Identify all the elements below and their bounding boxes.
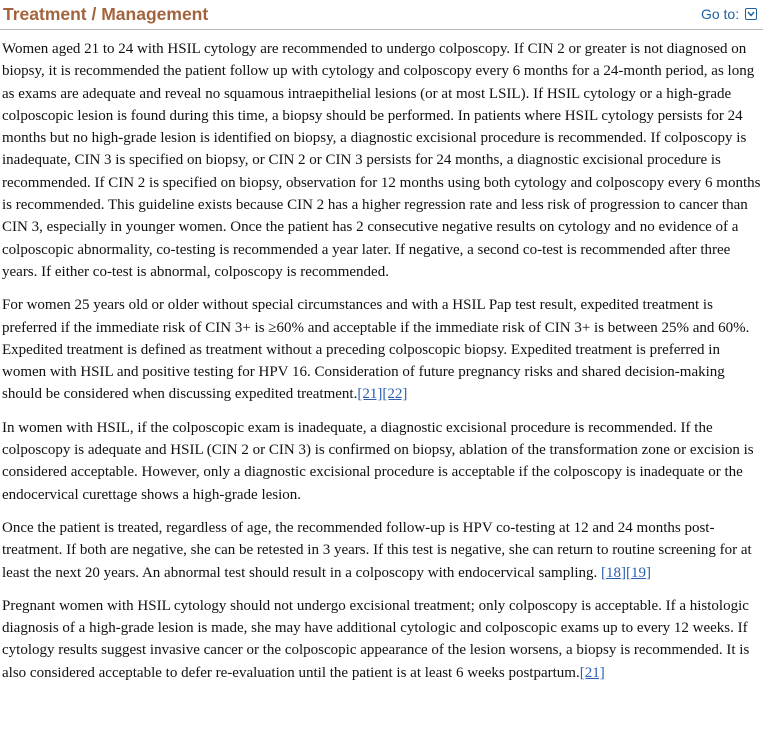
section-header [0,0,763,30]
goto-label: Go to: [700,6,740,22]
paragraph-text: Women aged 21 to 24 with HSIL cytology are recommended to undergo colposcopy. If CIN 2 or greater is not diagnosed on biopsy, it is recommended the patient follow up with cytology and colposcopy every 6 months for a 24-month period, as long as exams are adequate and reveal no squamous intraepithelial lesions (or at most LSIL). If HSIL cytology or a high-grade colposcopic lesion is found during this time, a biopsy should be performed. In patients where HSIL cytology persists for 24 months but no high-grade lesion is identified on biopsy, a diagnostic excisional procedure is recommended. If colposcopy is inadequate, CIN 3 is specified on biopsy, or CIN 2 or CIN 3 persists for 24 months, a diagnostic excisional procedure is recommended. If CIN 2 is specified on biopsy, observation for 12 months using both cytology and colposcopy every 6 months is recommended. This guideline exists because CIN 2 has a higher regression rate and less risk of progression to cancer than CIN 3, especially in younger women. Once the patient has 2 consecutive negative results on cytology and no evidence of a colposcopic abnormality, co-testing is recommended a year later. If negative, a second co-test is recommended after three years. If either co-test is abnormal, colposcopy is recommended. [2,41,761,280]
article-body [2,38,762,695]
chevron-down-box-icon[interactable] [745,8,757,20]
goto-menu[interactable] [701,6,757,22]
section-title: Treatment / Management [3,4,209,24]
paragraph-5 [2,595,762,684]
paragraph-text: In women with HSIL, if the colposcopic exam is inadequate, a diagnostic excisional procedure is recommended. If the colposcopy is adequate and HSIL (CIN 2 or CIN 3) is confirmed on biopsy, ablation of the transformation zone or excision is considered acceptable. However, only a diagnostic excisional procedure is acceptable if the colposcopy is inadequate or the endocervical curettage shows a high-grade lesion. [2,419,754,503]
citation-link[interactable]: [18] [601,564,627,581]
citation-link[interactable]: [22] [382,386,408,403]
citation-link[interactable]: [19] [626,564,652,581]
paragraph-2 [2,294,762,405]
citation-link[interactable]: [21] [357,386,383,403]
paragraph-4 [2,517,762,584]
paragraph-text: Once the patient is treated, regardless of age, the recommended follow-up is HPV co-testing at 12 and 24 months post-treatment. If both are negative, she can be retested in 3 years. If this test is negative, she can return to routine screening for at least the next 20 years. An abnormal test should result in a colposcopy with endocervical sampling. [2,519,752,581]
paragraph-text: For women 25 years old or older without special circumstances and with a HSIL Pap test result, expedited treatment is preferred if the immediate risk of CIN 3+ is ≥60% and acceptable if the immediate risk of CIN 3+ is between 25% and 60%. Expedited treatment is defined as treatment without a preceding colposcopic biopsy. Expedited treatment is preferred in women with HSIL and positive testing for HPV 16. Consideration of future pregnancy risks and shared decision-making should be considered when discussing expedited treatment. [2,297,750,403]
paragraph-3 [2,417,762,506]
paragraph-text: Pregnant women with HSIL cytology should not undergo excisional treatment; only colposcopy is acceptable. If a histologic diagnosis of a high-grade lesion is made, she may have additional cytologic and colposcopic exams up to every 12 weeks. If cytology results suggest invasive cancer or the colposcopic appearance of the lesion worsens, a biopsy is recommended. It is also considered acceptable to defer re-evaluation until the patient is at least 6 weeks postpartum. [2,597,750,681]
paragraph-1 [2,38,762,283]
citation-link[interactable]: [21] [579,664,605,681]
